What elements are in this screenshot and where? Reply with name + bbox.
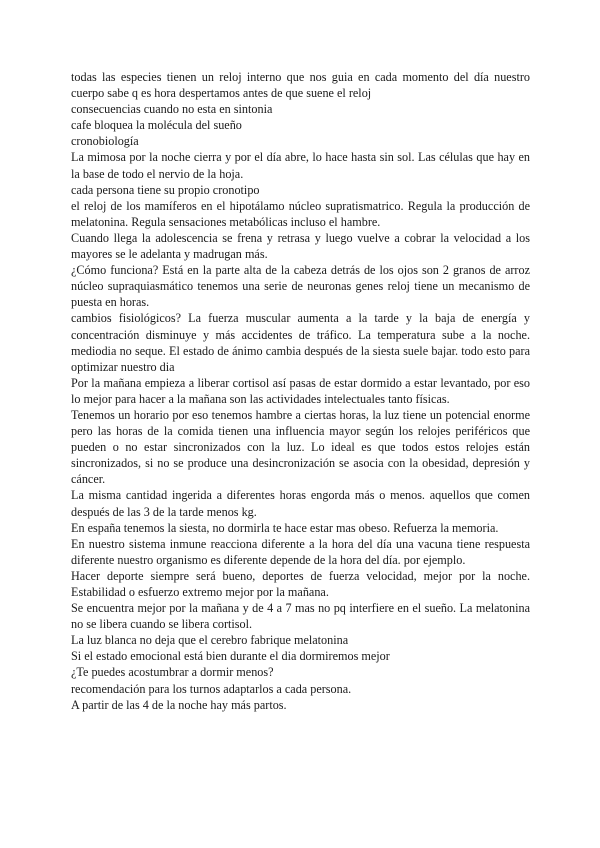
paragraph: ¿Te puedes acostumbrar a dormir menos? [71,665,274,680]
paragraph: consecuencias cuando no esta en sintonia [71,102,273,117]
paragraph: Se encuentra mejor por la mañana y de 4 a 7 mas no pq interfiere en el sueño. La melatonina no se libera cuando se libera cortisol. [71,601,530,632]
paragraph: recomendación para los turnos adaptarlos a cada persona. [71,681,352,696]
paragraph: A partir de las 4 de la noche hay más partos. [71,697,287,712]
paragraph: Hacer deporte siempre será bueno, deportes de fuerza velocidad, mejor por la noche. Estabilidad o esfuerzo extremo mejor por la mañana. [71,568,530,599]
paragraph: el reloj de los mamíferos en el hipotálamo núcleo supratismatrico. Regula la producción de melatonina. Regula sensaciones metabólicas incluso el hambre. [71,198,530,229]
paragraph: La luz blanca no deja que el cerebro fabrique melatonina [71,633,349,648]
paragraph: cambios fisiológicos? La fuerza muscular aumenta a la tarde y la baja de energía y concentración disminuye y más accidentes de tráfico. La temperatura sube a la noche. mediodia no seque. El estado de ánimo cambia después de la siesta suele bajar. todo esto para optimizar nuestro dia [71,311,530,374]
paragraph: La mimosa por la noche cierra y por el día abre, lo hace hasta sin sol. Las células que hay en la base de todo el nervio de la hoja. [71,150,530,181]
paragraph: En españa tenemos la siesta, no dormirla te hace estar mas obeso. Refuerza la memoria. [71,520,499,535]
paragraph: En nuestro sistema inmune reacciona diferente a la hora del día una vacuna tiene respuesta diferente nuestro organismo es diferente depende de la hora del día. por ejemplo. [71,536,530,567]
paragraph: Cuando llega la adolescencia se frena y retrasa y luego vuelve a cobrar la velocidad a los mayores se le adelanta y madrugan más. [71,230,530,262]
paragraph: todas las especies tienen un reloj interno que nos guia en cada momento del día nuestro cuerpo sabe q es hora despertamos antes de que suene el reloj [71,70,530,101]
paragraph: La misma cantidad ingerida a diferentes horas engorda más o menos. aquellos que comen después de las 3 de la tarde menos kg. [71,488,530,519]
paragraph: ¿Cómo funciona? Está en la parte alta de la cabeza detrás de los ojos son 2 granos de arroz núcleo supraquiasmático tenemos una serie de neuronas genes reloj tiene un mecanismo de puesta en horas. [71,263,530,310]
paragraph: Por la mañana empieza a liberar cortisol así pasas de estar dormido a estar levantado, por eso lo mejor para hacer a la mañana son las actividades intelectuales tanto físicas. [71,375,530,406]
paragraph: cafe bloquea la molécula del sueño [71,118,242,133]
paragraph: Tenemos un horario por eso tenemos hambre a ciertas horas, la luz tiene un potencial enorme pero las horas de la comida tienen una influencia mayor según los relojes periféricos que pueden o no estar sincronizados con la luz. Lo ideal es que todos estos relojes están sincronizados, si no se produce una desincronización se asocia con la obesidad, depresión y cáncer. [71,407,530,487]
paragraph: Si el estado emocional está bien durante el dia dormiremos mejor [71,649,390,664]
document-page [71,69,530,713]
paragraph: cada persona tiene su propio cronotipo [71,182,260,197]
paragraph: cronobiología [71,134,139,149]
